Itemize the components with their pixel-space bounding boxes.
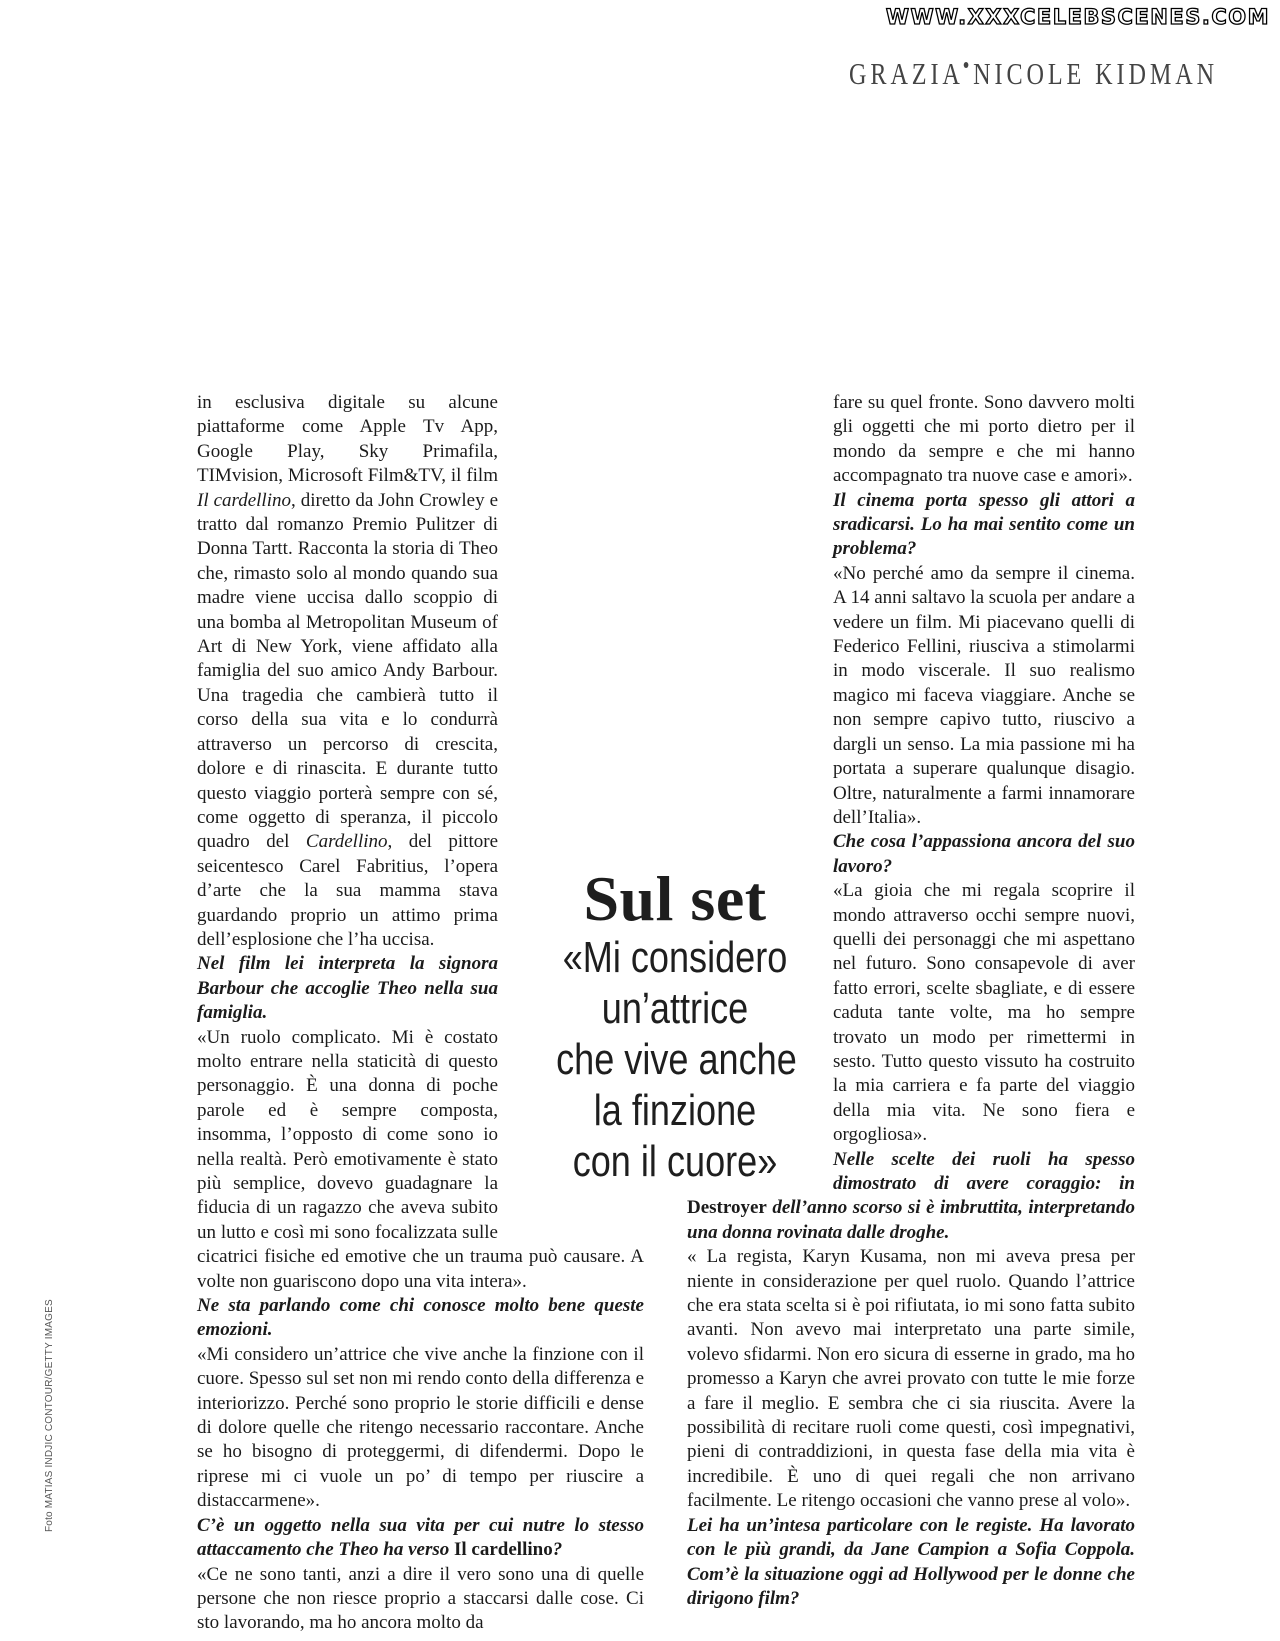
answer-3-continued: fare su quel fronte. Sono davvero molti gli oggetti che mi porto dietro per il mondo da sempre e che mi hanno accompagnato tra nuove case e amori». — [833, 392, 1135, 487]
film-title: Il cardellino — [197, 489, 291, 511]
film-title: Cardellino — [305, 831, 388, 853]
answer-2: «Mi considero un’attrice che vive anche la finzione con il cuore. Spesso sul set non mi rendo conto della differenza e interiorizzo. Perché sono proprio le storie difficili e dense di dolore quelle che ritengo necessario raccontare. Anche se ho bisogno di proteggermi, di difendermi. Dopo le riprese mi ci vuole un po’ di tempo per riuscire a distaccarmene». — [197, 1343, 644, 1512]
right-column — [687, 391, 1135, 1611]
question-6: Nelle scelte dei ruoli ha spesso dimostrato di avere coraggio: in Destroyer dell’anno scorso si è imbruttita, interpretando una donna rovinata dalle droghe. — [687, 1148, 1135, 1243]
pull-quote-gap — [687, 806, 833, 1196]
pull-quote-line: «Mi considero — [562, 933, 788, 982]
answer-4: «No perché amo da sempre il cinema. A 14 anni saltavo la scuola per andare a vedere un film. Mi piacevano quelli di Federico Fellini, riusciva a stimolarmi in modo viscerale. Il suo realismo magico mi faceva viaggiare. Anche se non sempre capivo tutto, riuscivo a dargli un senso. La mia passione mi ha portata a superare qualunque disagio. Oltre, naturalmente a farmi innamorare dell’Italia». — [833, 562, 1135, 828]
answer-1: «Un ruolo complicato. Mi è costato molto entrare nella staticità di questo personaggio. È una donna di poche parole ed è sempre composta, insomma, l’opposto di come sono io nella realtà. Però emotivamente è stato più semplice, dovevo guadagnare la fiducia di un ragazzo che aveva subito un lutto e così mi sono focalizzata sulle cicatrici fisiche ed emotive che un trauma può causare. A volte non guariscono dopo una vita intera». — [197, 1026, 644, 1292]
pull-quote-title: Sul set — [583, 863, 767, 934]
question-5: Che cosa l’appassiona ancora del suo lavoro? — [833, 831, 1135, 877]
question-1: Nel film lei interpreta la signora Barbour che accoglie Theo nella sua famiglia. — [197, 953, 498, 1024]
question-7: Lei ha un’intesa particolare con le registe. Ha lavorato con le più grandi, da Jane Campion a Sofia Coppola. Com’è la situazione oggi ad Hollywood per le donne che dirigono film? — [687, 1514, 1135, 1609]
photo-credit: Foto MATIAS INDJIC CONTOUR/GETTY IMAGES — [44, 1299, 55, 1532]
question-4: Il cinema porta spesso gli attori a sradicarsi. Lo ha mai sentito come un problema? — [833, 489, 1135, 560]
article-subject: NICOLE KIDMAN — [973, 56, 1218, 91]
watermark-text: WWW.XXXCELEBSCENES.COM — [885, 5, 1270, 29]
question-3: C’è un oggetto nella sua vita per cui nutre lo stesso attaccamento che Theo ha verso Il cardellino? — [197, 1514, 644, 1561]
film-title: Destroyer — [687, 1197, 767, 1219]
film-title: Il cardellino — [454, 1539, 553, 1561]
question-2: Ne sta parlando come chi conosce molto bene queste emozioni. — [197, 1295, 644, 1341]
magazine-name: GRAZIA — [849, 56, 964, 91]
answer-6: « La regista, Karyn Kusama, non mi aveva presa per niente in considerazione per quel ruolo. Quando l’attrice che era stata scelta si è poi rifiutata, io mi sono fatta subito avanti. Non avevo mai interpretato una parte simile, volevo sfidarmi. Non ero sicura di esserne in grado, ma ho promesso a Karyn che avrei provato con tutte le mie forze a fare il meglio. E sembra che ci sia riuscita. Avere la possibilità di recitare ruoli come questi, così impegnativi, pieni di contraddizioni, in questa fase della mia vita è incredibile. È uno di quei regali che non arrivano facilmente. Le ritengo occasioni che vanno prese al volo». — [687, 1246, 1135, 1512]
pull-quote-line: la finzione — [593, 1086, 757, 1135]
running-header — [849, 56, 1218, 92]
answer-3: «Ce ne sono tanti, anzi a dire il vero sono una di quelle persone che non riesce proprio a staccarsi dalle cose. Ci sto lavorando, ma ho ancora molto da — [197, 1563, 644, 1634]
pull-quote-line: con il cuore» — [572, 1137, 778, 1186]
pull-quote-line: un’attrice — [601, 984, 749, 1033]
intro-paragraph: in esclusiva digitale su alcune piattaforme come Apple Tv App, Google Play, Sky Primafila, TIMvision, Microsoft Film&TV, il film Il cardellino, diretto da John Crowley e tratto dal romanzo Premio Pulitzer di Donna Tartt. Racconta la storia di Theo che, rimasto solo al mondo quando sua madre viene uccisa dallo scoppio di una bomba al Metropolitan Museum of Art di New York, viene affidato alla famiglia del suo amico Andy Barbour. Una tragedia che cambierà tutto il corso della sua vita e lo condurrà attraverso un percorso di crescita, dolore e di rinascita. E durante tutto questo viaggio porterà sempre con sé, come oggetto di speranza, il piccolo quadro del Cardellino, del pittore seicentesco Carel Fabritius, l’opera d’arte che la sua mamma stava guardando proprio un attimo prima dell’esplosione che l’ha uccisa. — [197, 392, 499, 950]
pull-quote-line: che vive anche — [556, 1035, 797, 1084]
answer-5: «La gioia che mi regala scoprire il mondo attraverso occhi sempre nuovi, quelli dei personaggi che mi aspettano nel futuro. Sono consapevole di aver fatto errori, scelte sbagliate, e di essere caduta tante volte, ma ho sempre trovato un modo per rimettermi in sesto. Tutto questo vissuto ha costruito la mia carriera e fa parte del viaggio della mia vita. Ne sono fiera e orgogliosa». — [833, 880, 1135, 1146]
header-dot — [964, 62, 969, 68]
